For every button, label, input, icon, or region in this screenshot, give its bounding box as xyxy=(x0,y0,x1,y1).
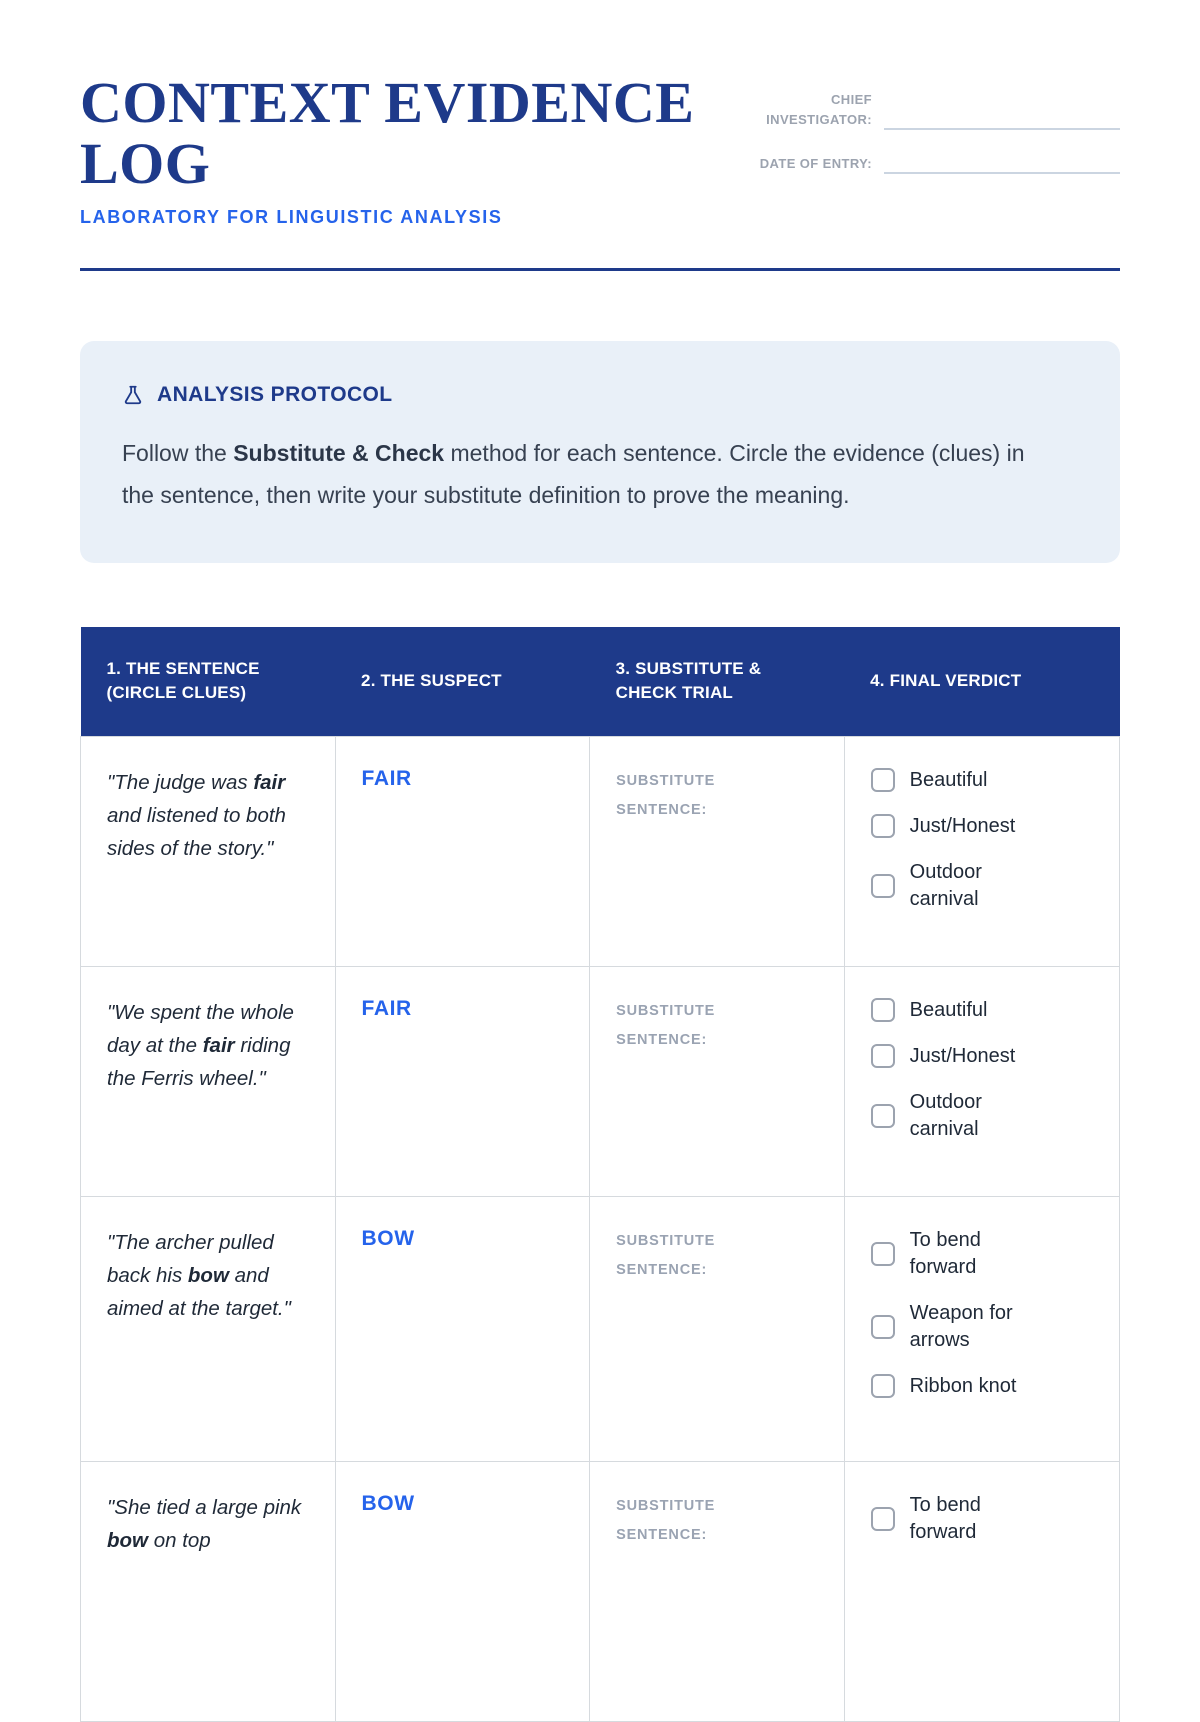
checkbox[interactable] xyxy=(871,1242,895,1266)
sentence-post: riding the Ferris wheel." xyxy=(107,1033,291,1090)
substitute-label: SUBSTITUTE SENTENCE: xyxy=(616,1497,716,1543)
column-header-verdict: 4. FINAL VERDICT xyxy=(844,627,1119,737)
substitute-cell[interactable] xyxy=(590,966,845,1196)
substitute-label: SUBSTITUTE SENTENCE: xyxy=(616,772,716,818)
evidence-table xyxy=(80,627,1120,1722)
verdict-option xyxy=(871,1227,1093,1281)
verdict-option xyxy=(871,1300,1093,1354)
verdict-option xyxy=(871,767,1093,794)
option-label: Weapon for arrows xyxy=(909,1301,1013,1351)
sentence-post: and listened to both sides of the story." xyxy=(107,803,286,860)
checkbox[interactable] xyxy=(871,1374,895,1398)
sentence-keyword: fair xyxy=(253,770,286,794)
suspect-word: FAIR xyxy=(361,766,412,790)
protocol-box xyxy=(80,341,1120,563)
verdict-option xyxy=(871,1043,1093,1070)
checkbox[interactable] xyxy=(871,1104,895,1128)
date-of-entry-field xyxy=(740,154,1120,174)
sentence-cell xyxy=(81,736,336,966)
suspect-cell xyxy=(335,1196,590,1461)
suspect-word: BOW xyxy=(361,1226,415,1250)
sentence-keyword: bow xyxy=(187,1263,229,1287)
suspect-cell xyxy=(335,966,590,1196)
protocol-body-post: method for each sentence. Circle the evidence (clues) in the sentence, then write your substitute definition to prove the meaning. xyxy=(122,439,1025,508)
checkbox[interactable] xyxy=(871,814,895,838)
checkbox[interactable] xyxy=(871,1507,895,1531)
column-header-sentence: 1. THE SENTENCE (CIRCLE CLUES) xyxy=(81,627,336,737)
checkbox[interactable] xyxy=(871,874,895,898)
sentence-pre: "We spent the whole day at the xyxy=(107,1000,294,1057)
substitute-label: SUBSTITUTE SENTENCE: xyxy=(616,1002,716,1048)
suspect-cell xyxy=(335,1461,590,1721)
table-row xyxy=(81,736,1120,966)
page-subtitle: LABORATORY FOR LINGUISTIC ANALYSIS xyxy=(80,206,503,227)
header xyxy=(80,72,1120,228)
substitute-cell[interactable] xyxy=(590,1196,845,1461)
protocol-body-bold: Substitute & Check xyxy=(233,439,445,466)
title-block xyxy=(80,72,740,228)
sentence-keyword: fair xyxy=(202,1033,235,1057)
option-label: Ribbon knot xyxy=(909,1374,1017,1397)
protocol-body xyxy=(122,433,1027,517)
table-header-row xyxy=(81,627,1120,737)
header-divider xyxy=(80,268,1120,271)
sentence-cell xyxy=(81,966,336,1196)
option-label: Just/Honest xyxy=(909,1044,1016,1067)
header-fields xyxy=(740,72,1120,174)
protocol-title: ANALYSIS PROTOCOL xyxy=(157,382,393,406)
column-header-substitute: 3. SUBSTITUTE & CHECK TRIAL xyxy=(590,627,845,737)
sentence-post: on top xyxy=(148,1528,211,1552)
verdict-option xyxy=(871,1492,1093,1546)
table-row xyxy=(81,966,1120,1196)
sentence-post: and aimed at the target." xyxy=(107,1263,291,1320)
chief-investigator-input-line[interactable] xyxy=(884,110,1120,130)
flask-icon xyxy=(122,384,144,406)
suspect-word: BOW xyxy=(361,1491,415,1515)
checkbox[interactable] xyxy=(871,1315,895,1339)
option-label: Outdoor carnival xyxy=(909,860,982,910)
option-label: To bend forward xyxy=(909,1493,981,1543)
checkbox[interactable] xyxy=(871,768,895,792)
verdict-option xyxy=(871,859,1093,913)
sentence-cell xyxy=(81,1196,336,1461)
substitute-cell[interactable] xyxy=(590,736,845,966)
date-of-entry-input-line[interactable] xyxy=(884,154,1120,174)
option-label: To bend forward xyxy=(909,1228,981,1278)
sentence-cell xyxy=(81,1461,336,1721)
sentence-pre: "The judge was xyxy=(107,770,254,794)
sentence-pre: "The archer pulled back his xyxy=(107,1230,274,1287)
option-label: Just/Honest xyxy=(909,814,1016,837)
option-label: Beautiful xyxy=(909,998,988,1021)
verdict-cell xyxy=(844,1196,1119,1461)
sentence-pre: "She tied a large pink xyxy=(107,1495,302,1519)
chief-investigator-field xyxy=(740,90,1120,130)
verdict-option xyxy=(871,997,1093,1024)
protocol-body-pre: Follow the xyxy=(122,439,234,466)
sentence-keyword: bow xyxy=(107,1528,148,1552)
verdict-option xyxy=(871,1373,1093,1400)
substitute-cell[interactable] xyxy=(590,1461,845,1721)
suspect-word: FAIR xyxy=(361,996,412,1020)
suspect-cell xyxy=(335,736,590,966)
page-title: CONTEXT EVIDENCE LOG xyxy=(80,70,695,197)
verdict-option xyxy=(871,1089,1093,1143)
column-header-suspect: 2. THE SUSPECT xyxy=(335,627,590,737)
option-label: Outdoor carnival xyxy=(909,1090,982,1140)
protocol-title-row xyxy=(122,383,1078,407)
table-row xyxy=(81,1196,1120,1461)
checkbox[interactable] xyxy=(871,1044,895,1068)
verdict-cell xyxy=(844,1461,1119,1721)
substitute-label: SUBSTITUTE SENTENCE: xyxy=(616,1232,716,1278)
verdict-cell xyxy=(844,966,1119,1196)
option-label: Beautiful xyxy=(909,768,988,791)
table-row xyxy=(81,1461,1120,1721)
verdict-option xyxy=(871,813,1093,840)
checkbox[interactable] xyxy=(871,998,895,1022)
chief-investigator-label: CHIEF INVESTIGATOR: xyxy=(766,92,872,128)
date-of-entry-label: DATE OF ENTRY: xyxy=(759,156,872,172)
verdict-cell xyxy=(844,736,1119,966)
